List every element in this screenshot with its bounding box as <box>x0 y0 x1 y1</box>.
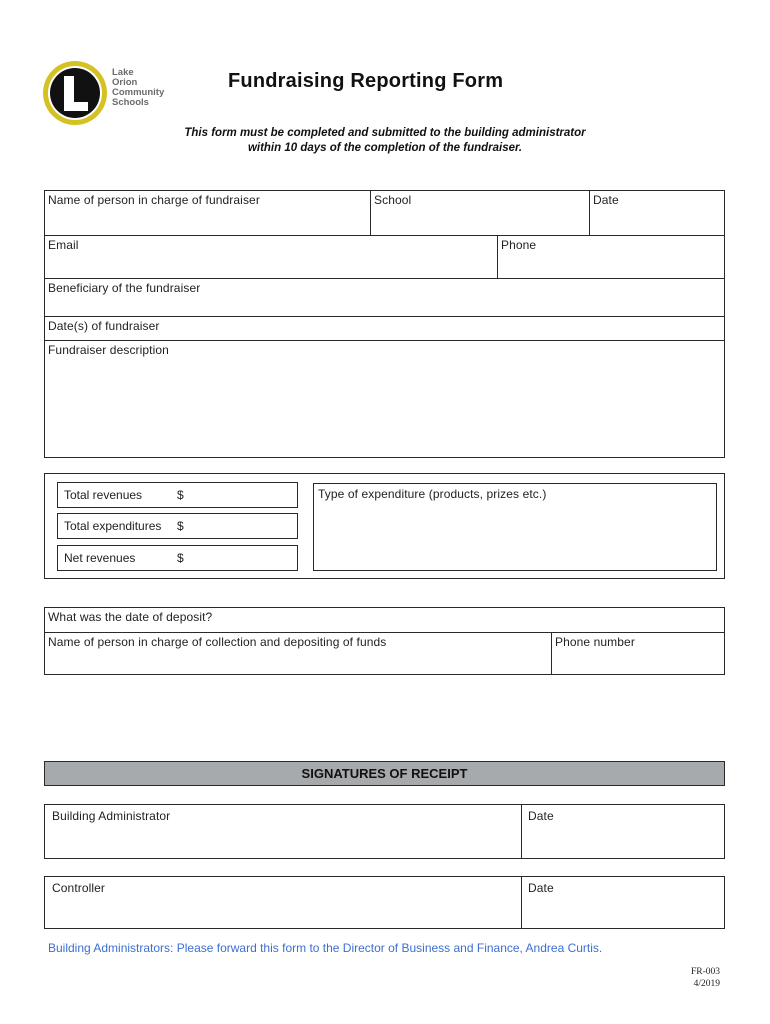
controller-date-label: Date <box>528 881 554 895</box>
school-field[interactable] <box>370 190 589 235</box>
net-revenues-currency: $ <box>177 551 184 565</box>
subtitle-line-1: This form must be completed and submitted to the building administrator <box>184 127 586 139</box>
description-label: Fundraiser description <box>48 343 169 357</box>
total-expenditures-currency: $ <box>177 519 184 533</box>
logo-emblem-icon <box>40 58 110 128</box>
deposit-date-field[interactable] <box>44 607 725 632</box>
email-label: Email <box>48 238 79 252</box>
deposit-phone-field[interactable] <box>551 632 725 675</box>
logo-line-2: Orion <box>112 77 138 88</box>
total-revenues-field[interactable] <box>57 482 298 508</box>
beneficiary-field[interactable] <box>44 278 725 316</box>
expenditure-type-label: Type of expenditure (products, prizes etc.) <box>318 487 547 501</box>
fundraiser-dates-field[interactable] <box>44 316 725 340</box>
total-expenditures-field[interactable] <box>57 513 298 539</box>
controller-date-field[interactable] <box>524 878 724 928</box>
name-label: Name of person in charge of fundraiser <box>48 193 260 207</box>
admin-signature-label: Building Administrator <box>52 809 171 823</box>
email-field[interactable] <box>44 235 497 278</box>
admin-date-field[interactable] <box>524 806 724 858</box>
name-field[interactable] <box>44 190 370 235</box>
net-revenues-field[interactable] <box>57 545 298 571</box>
total-revenues-label: Total revenues <box>64 488 143 502</box>
controller-signature-field[interactable] <box>48 878 518 928</box>
subtitle-line-2: within 10 days of the completion of the fundraiser. <box>247 142 523 154</box>
collector-field[interactable] <box>44 632 551 675</box>
logo-line-3: Community <box>112 87 165 98</box>
admin-date-label: Date <box>528 809 554 823</box>
admin-signature-field[interactable] <box>48 806 518 858</box>
collector-label: Name of person in charge of collection and depositing of funds <box>48 635 387 649</box>
beneficiary-label: Beneficiary of the fundraiser <box>48 281 201 295</box>
school-label: School <box>374 193 412 207</box>
date-label: Date <box>593 193 619 207</box>
logo-line-4: Schools <box>112 97 149 108</box>
deposit-date-label: What was the date of deposit? <box>48 610 213 624</box>
form-revision: 4/2019 <box>693 979 720 989</box>
controller-signature-label: Controller <box>52 881 106 895</box>
form-code: FR-003 <box>690 967 720 977</box>
forwarding-note: Building Administrators: Please forward this form to the Director of Business and Finance, Andrea Curtis. <box>48 941 603 955</box>
phone-label: Phone <box>501 238 537 252</box>
district-logo <box>40 58 180 128</box>
deposit-phone-label: Phone number <box>555 635 635 649</box>
total-expenditures-label: Total expenditures <box>64 519 162 533</box>
signatures-banner: SIGNATURES OF RECEIPT <box>44 761 725 786</box>
description-field[interactable] <box>44 340 725 458</box>
net-revenues-label: Net revenues <box>64 551 136 565</box>
total-revenues-currency: $ <box>177 488 184 502</box>
phone-field[interactable] <box>497 235 725 278</box>
fundraiser-dates-label: Date(s) of fundraiser <box>48 319 160 333</box>
page-title: Fundraising Reporting Form <box>228 70 504 92</box>
date-field[interactable] <box>589 190 725 235</box>
logo-line-1: Lake <box>112 67 134 78</box>
expenditure-type-field[interactable] <box>313 483 717 571</box>
